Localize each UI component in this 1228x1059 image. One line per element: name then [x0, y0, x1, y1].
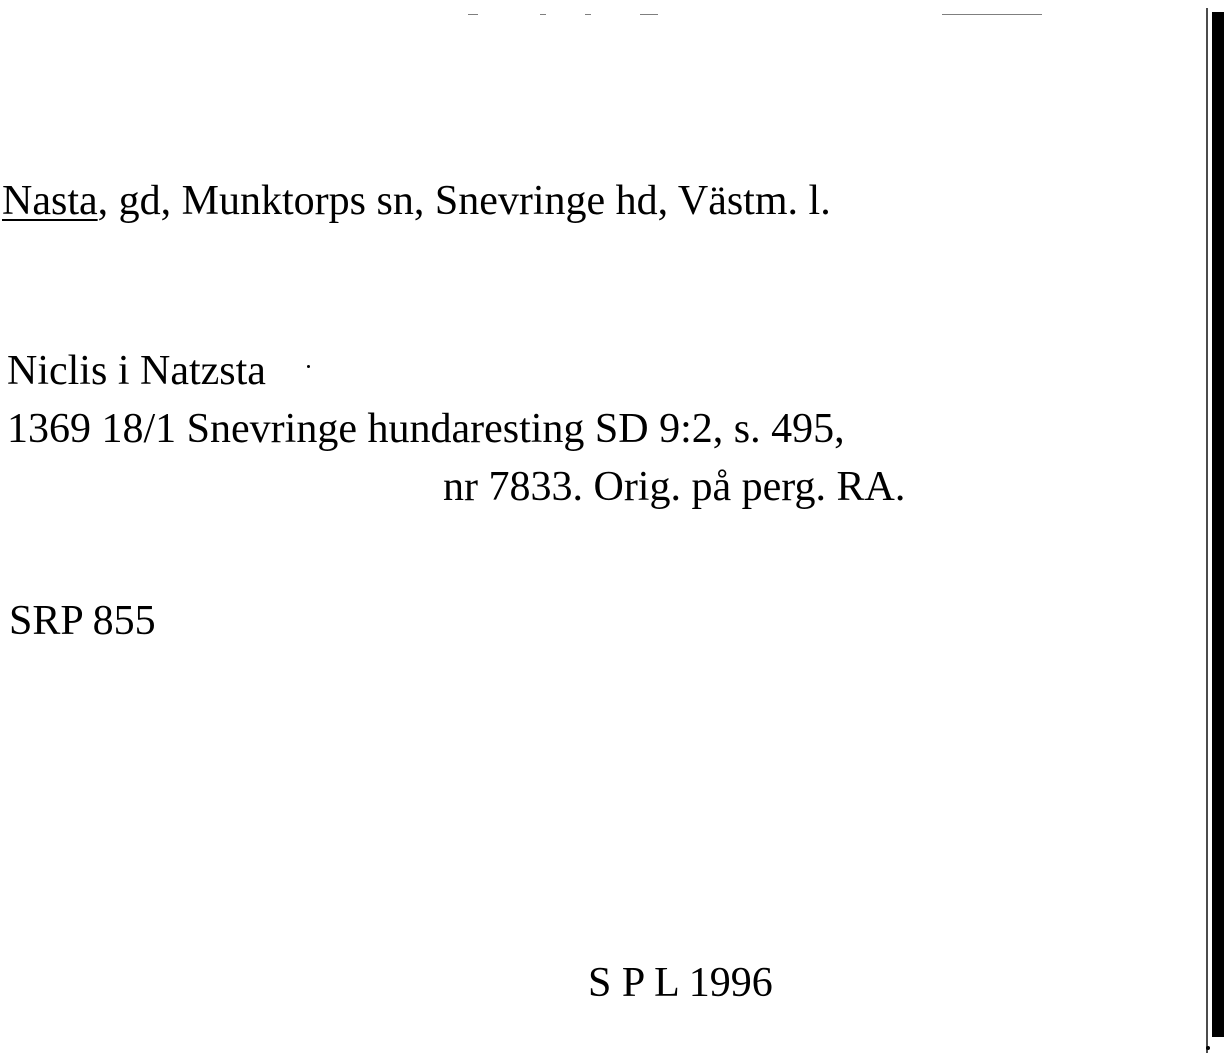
scan-speck	[307, 365, 310, 368]
attested-form-text: Niclis i Natzsta	[7, 348, 266, 394]
reference-line: SRP 855	[9, 598, 156, 644]
scan-noise	[585, 14, 591, 15]
scan-noise	[540, 14, 546, 15]
source-line-2: nr 7833. Orig. på perg. RA.	[443, 464, 906, 510]
scan-noise	[640, 14, 658, 15]
scan-edge	[1212, 12, 1224, 1037]
scan-speck	[1206, 1046, 1210, 1050]
attested-form	[7, 350, 266, 392]
signature-line: S P L 1996	[588, 960, 773, 1006]
scan-noise	[468, 14, 478, 15]
heading-location: , gd, Munktorps sn, Snevringe hd, Västm. l.	[97, 178, 831, 224]
scan-noise	[942, 14, 1042, 15]
heading-line	[2, 180, 831, 222]
scan-edge-shadow	[1206, 8, 1208, 1053]
headword: Nasta	[2, 178, 98, 224]
source-line-1: 1369 18/1 Snevringe hundaresting SD 9:2, s. 495,	[7, 406, 845, 452]
